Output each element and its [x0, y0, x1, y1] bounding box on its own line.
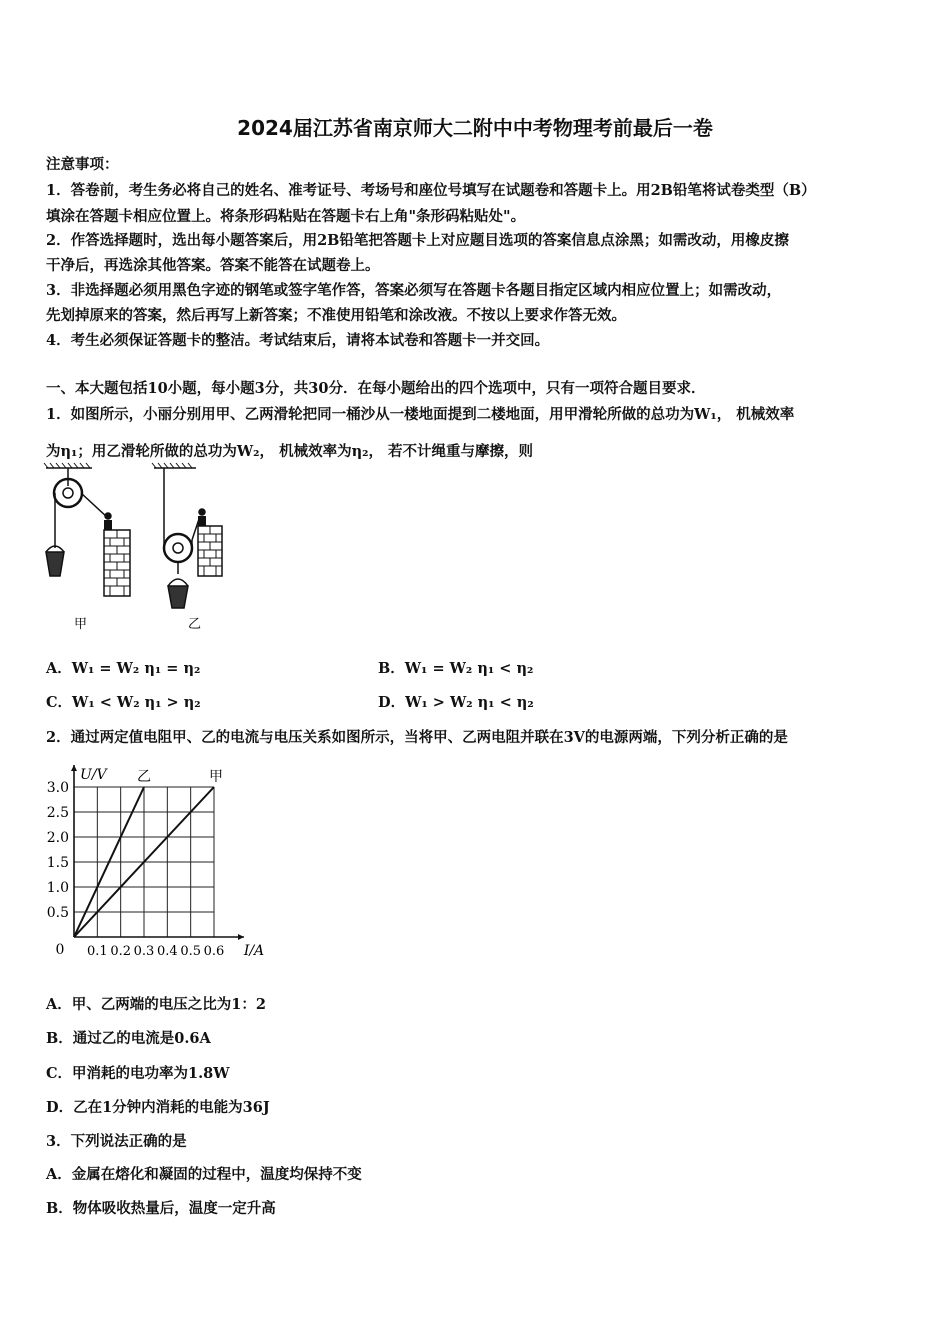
x-tick-label: 0.6 [203, 944, 225, 959]
movable-pulley-diagram [152, 463, 222, 608]
option-2B: B．通过乙的电流是0.6A [46, 1030, 211, 1047]
question-2-stem: 2．通过两定值电阻甲、乙的电流与电压关系如图所示，当将甲、乙两电阻并联在3V的电源两端，下列分析正确的是 [46, 729, 788, 746]
y-axis-label: U/V [80, 767, 107, 783]
y-tick-label: 1.0 [46, 880, 69, 896]
option-1C: C．W₁ < W₂ η₁ > η₂ [46, 694, 201, 711]
origin-label: 0 [55, 942, 65, 958]
figure-label-jia: 甲 [74, 617, 88, 632]
x-tick-label: 0.1 [86, 944, 108, 959]
notice-line: 4．考生必须保证答题卡的整洁。考试结束后，请将本试卷和答题卡一并交回。 [46, 332, 550, 349]
y-tick-label: 0.5 [46, 905, 69, 921]
option-3B: B．物体吸收热量后，温度一定升高 [46, 1200, 276, 1217]
x-axis-label: I/A [243, 943, 265, 959]
fixed-pulley-diagram [44, 463, 130, 596]
x-tick-label: 0.3 [133, 944, 155, 959]
notice-line: 1．答卷前，考生务必将自己的姓名、准考证号、考场号和座位号填写在试题卷和答题卡上。用2B铅笔将试卷类型（B） [46, 182, 816, 199]
x-tick-label: 0.4 [156, 944, 178, 959]
x-tick-label: 0.5 [180, 944, 202, 959]
notice-line: 2．作答选择题时，选出每小题答案后，用2B铅笔把答题卡上对应题目选项的答案信息点涂黑；如需改动，用橡皮擦 [46, 232, 789, 249]
series-label-jia: 甲 [209, 769, 223, 785]
question-1-stem: 为η₁；用乙滑轮所做的总功为W₂， 机械效率为η₂， 若不计绳重与摩擦，则 [46, 443, 534, 460]
notice-line: 3．非选择题必须用黑色字迹的钢笔或签字笔作答，答案必须写在答题卡各题目指定区域内相应位置上；如需改动， [46, 282, 782, 299]
option-2C: C．甲消耗的电功率为1.8W [46, 1065, 230, 1082]
option-2D: D．乙在1分钟内消耗的电能为36J [46, 1099, 270, 1116]
notice-line: 先划掉原来的答案，然后再写上新答案；不准使用铅笔和涂改液。不按以上要求作答无效。 [46, 307, 626, 324]
x-tick-label: 0.2 [110, 944, 132, 959]
notice-line: 填涂在答题卡相应位置上。将条形码粘贴在答题卡右上角"条形码粘贴处"。 [46, 208, 526, 225]
option-2A: A．甲、乙两端的电压之比为1：2 [46, 996, 266, 1013]
question-3-stem: 3．下列说法正确的是 [46, 1133, 187, 1150]
notice-heading: 注意事项： [46, 156, 119, 173]
y-tick-label: 1.5 [46, 855, 69, 871]
option-1B: B．W₁ = W₂ η₁ < η₂ [378, 660, 534, 677]
y-tick-label: 3.0 [46, 780, 69, 796]
page-title: 2024届江苏省南京师大二附中中考物理考前最后一卷 [237, 116, 713, 140]
figure-label-yi: 乙 [188, 617, 202, 632]
option-1D: D．W₁ > W₂ η₁ < η₂ [378, 694, 534, 711]
option-1A: A．W₁ = W₂ η₁ = η₂ [46, 660, 201, 677]
y-tick-label: 2.5 [46, 805, 69, 821]
series-label-yi: 乙 [137, 769, 151, 785]
y-tick-label: 2.0 [46, 830, 69, 846]
notice-line: 干净后，再选涂其他答案。答案不能答在试题卷上。 [46, 257, 380, 274]
ui-chart [40, 752, 280, 962]
pulley-figure [38, 462, 238, 634]
section-heading: 一、本大题包括10小题，每小题3分，共30分．在每小题给出的四个选项中，只有一项符合题目要求． [46, 380, 706, 397]
option-3A: A．金属在熔化和凝固的过程中，温度均保持不变 [46, 1166, 362, 1183]
question-1-stem: 1．如图所示，小丽分别用甲、乙两滑轮把同一桶沙从一楼地面提到二楼地面，用甲滑轮所做的总功为W₁， 机械效率 [46, 406, 795, 423]
